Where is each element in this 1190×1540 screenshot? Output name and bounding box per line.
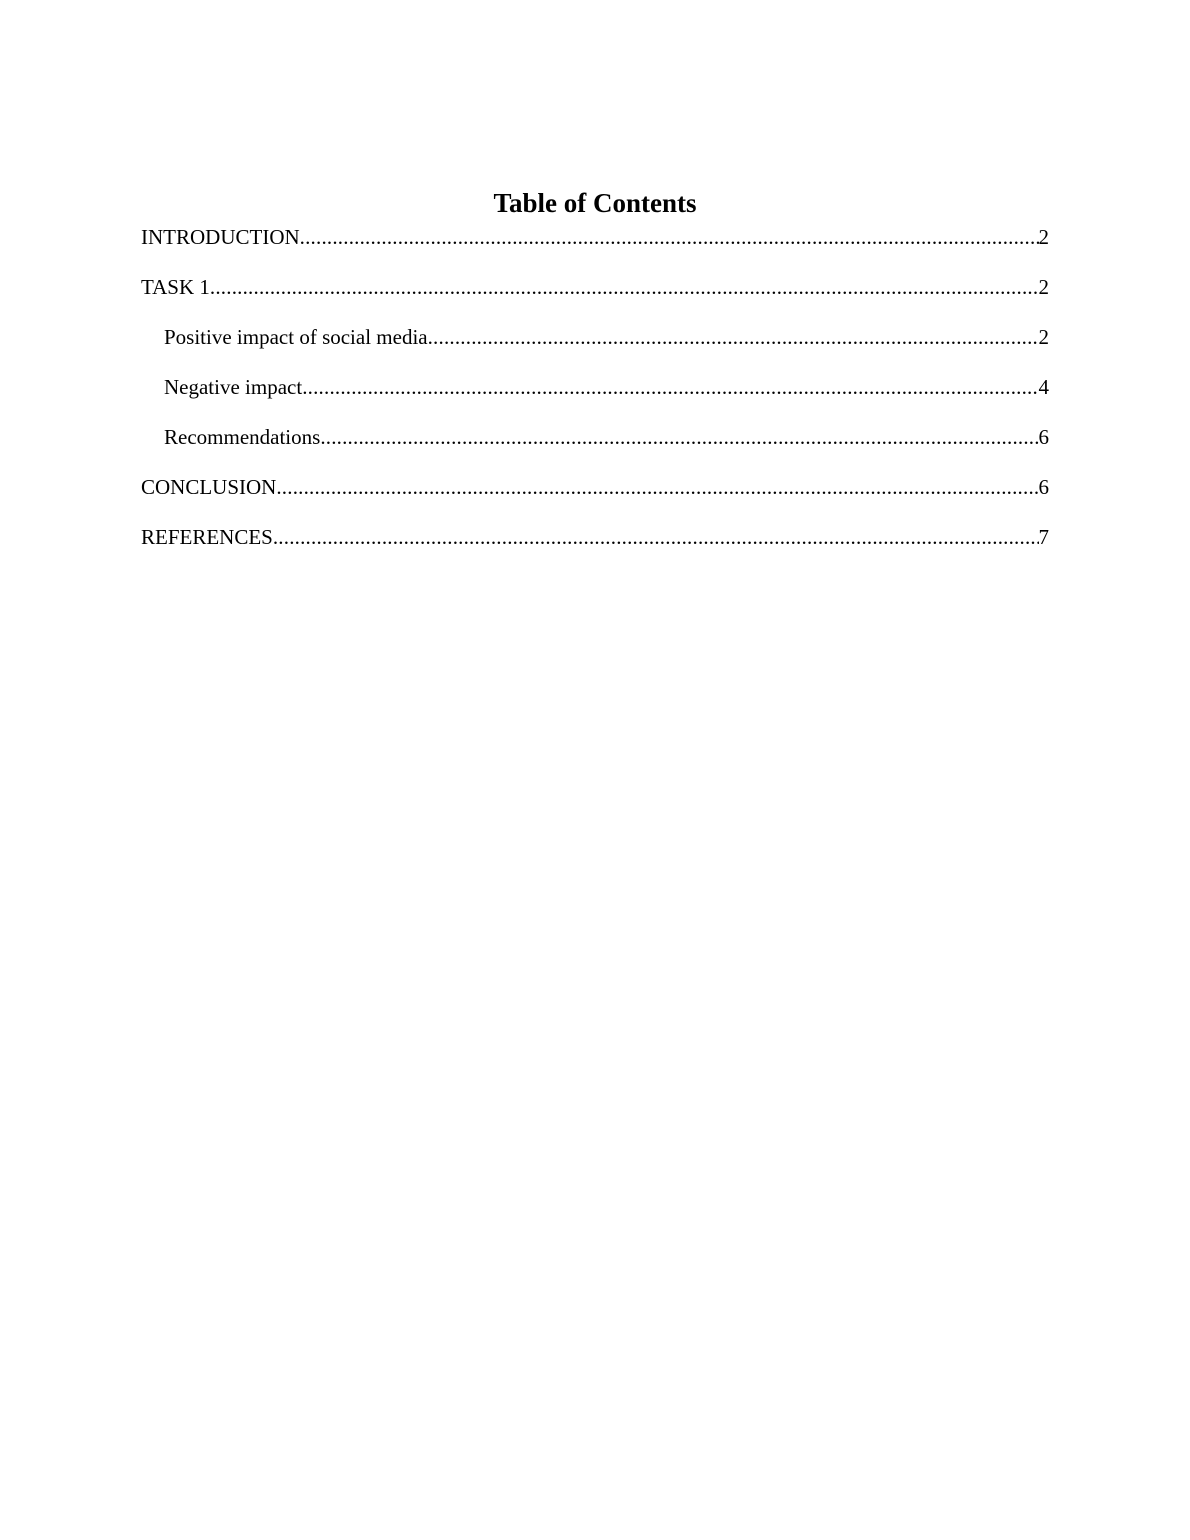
toc-entry-label: Recommendations [164,425,321,449]
toc-entry-references[interactable] [141,522,1049,572]
toc-entry-conclusion[interactable] [141,472,1049,522]
toc-entry-label: INTRODUCTION [141,225,300,249]
toc-entry-introduction[interactable] [141,222,1049,272]
toc-entry-positive-impact[interactable] [141,322,1049,372]
toc-entry-label: Negative impact [164,375,303,399]
toc-dot-leader [300,222,1039,252]
toc-entry-negative-impact[interactable] [141,372,1049,422]
toc-entry-label: Positive impact of social media [164,325,428,349]
toc-dot-leader [302,372,1038,402]
toc-entry-page-number: 4 [1038,375,1049,399]
toc-entry-label: TASK 1 [141,275,210,299]
toc-entry-page-number: 7 [1038,525,1049,549]
toc-dot-leader [428,322,1039,352]
toc-dot-leader [320,422,1038,452]
toc-list [141,222,1049,572]
toc-entry-page-number: 6 [1038,425,1049,449]
toc-entry-page-number: 2 [1038,225,1049,249]
toc-entry-page-number: 6 [1038,475,1049,499]
toc-entry-page-number: 2 [1038,325,1049,349]
toc-dot-leader [210,272,1039,302]
toc-entry-label: CONCLUSION [141,475,277,499]
toc-dot-leader [273,522,1039,552]
toc-dot-leader [276,472,1038,502]
toc-entry-label: REFERENCES [141,525,273,549]
toc-entry-task-1[interactable] [141,272,1049,322]
toc-title: Table of Contents [493,188,697,218]
toc-entry-recommendations[interactable] [141,422,1049,472]
toc-entry-page-number: 2 [1038,275,1049,299]
